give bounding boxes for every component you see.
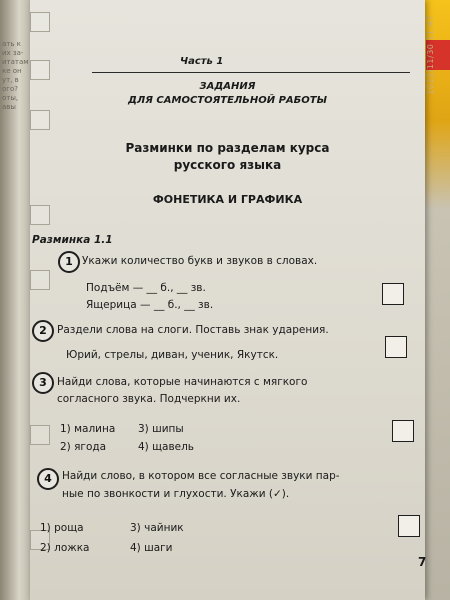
- answer-box[interactable]: [392, 420, 414, 442]
- task-number: 1: [58, 251, 80, 273]
- page-number: 7: [418, 555, 427, 569]
- workbook-page: [30, 0, 425, 600]
- header-divider: [92, 72, 410, 73]
- task-example: Ящерица — __ б., __ зв.: [86, 299, 214, 311]
- warmup-title: Разминка 1.1: [32, 234, 113, 246]
- option: 3) шипы: [138, 423, 184, 435]
- task-text: Найди слова, которые начинаются с мягкого: [57, 376, 308, 388]
- answer-box[interactable]: [385, 336, 407, 358]
- answer-box[interactable]: [382, 283, 404, 305]
- section-title-line-2: ДЛЯ САМОСТОЯТЕЛЬНОЙ РАБОТЫ: [128, 95, 327, 106]
- margin-cell: [30, 425, 50, 445]
- task-example: Подъём — __ б., __ зв.: [86, 282, 206, 294]
- task-text: ные по звонкости и глухости. Укажи (✓).: [62, 488, 290, 500]
- option: 2) ложка: [40, 542, 90, 554]
- margin-cell: [30, 60, 50, 80]
- task-text: Найди слово, в котором все согласные звуки пар-: [62, 470, 340, 482]
- option: 3) чайник: [130, 522, 184, 534]
- margin-cell: [30, 110, 50, 130]
- task-example: Юрий, стрелы, диван, ученик, Якутск.: [66, 349, 279, 361]
- photo-timestamp: 2022/11/30 11:47: [426, 15, 435, 95]
- task-text: Укажи количество букв и звуков в словах.: [82, 255, 318, 267]
- course-title-line-1: Разминки по разделам курса: [125, 141, 330, 155]
- task-number: 3: [32, 372, 54, 394]
- margin-cell: [30, 12, 50, 32]
- option: 1) роща: [40, 522, 84, 534]
- task-number: 2: [32, 320, 54, 342]
- task-text: Раздели слова на слоги. Поставь знак ударения.: [57, 324, 329, 336]
- course-title-line-2: русского языка: [173, 158, 282, 172]
- option: 2) ягода: [60, 441, 107, 453]
- answer-box[interactable]: [398, 515, 420, 537]
- topic-title: ФОНЕТИКА И ГРАФИКА: [152, 193, 303, 206]
- option: 4) щавель: [138, 441, 194, 453]
- margin-cell: [30, 270, 50, 290]
- left-book-edge: [0, 0, 32, 600]
- option: 1) малина: [60, 423, 116, 435]
- section-title-line-1: ЗАДАНИЯ: [199, 81, 256, 92]
- part-label: Часть 1: [180, 56, 224, 67]
- option: 4) шаги: [130, 542, 173, 554]
- task-number: 4: [37, 468, 59, 490]
- bleed-text: ать к их за- итатам ке он ут, в ого? оты, авы: [2, 40, 29, 111]
- task-text: согласного звука. Подчеркни их.: [57, 393, 241, 405]
- margin-cell: [30, 205, 50, 225]
